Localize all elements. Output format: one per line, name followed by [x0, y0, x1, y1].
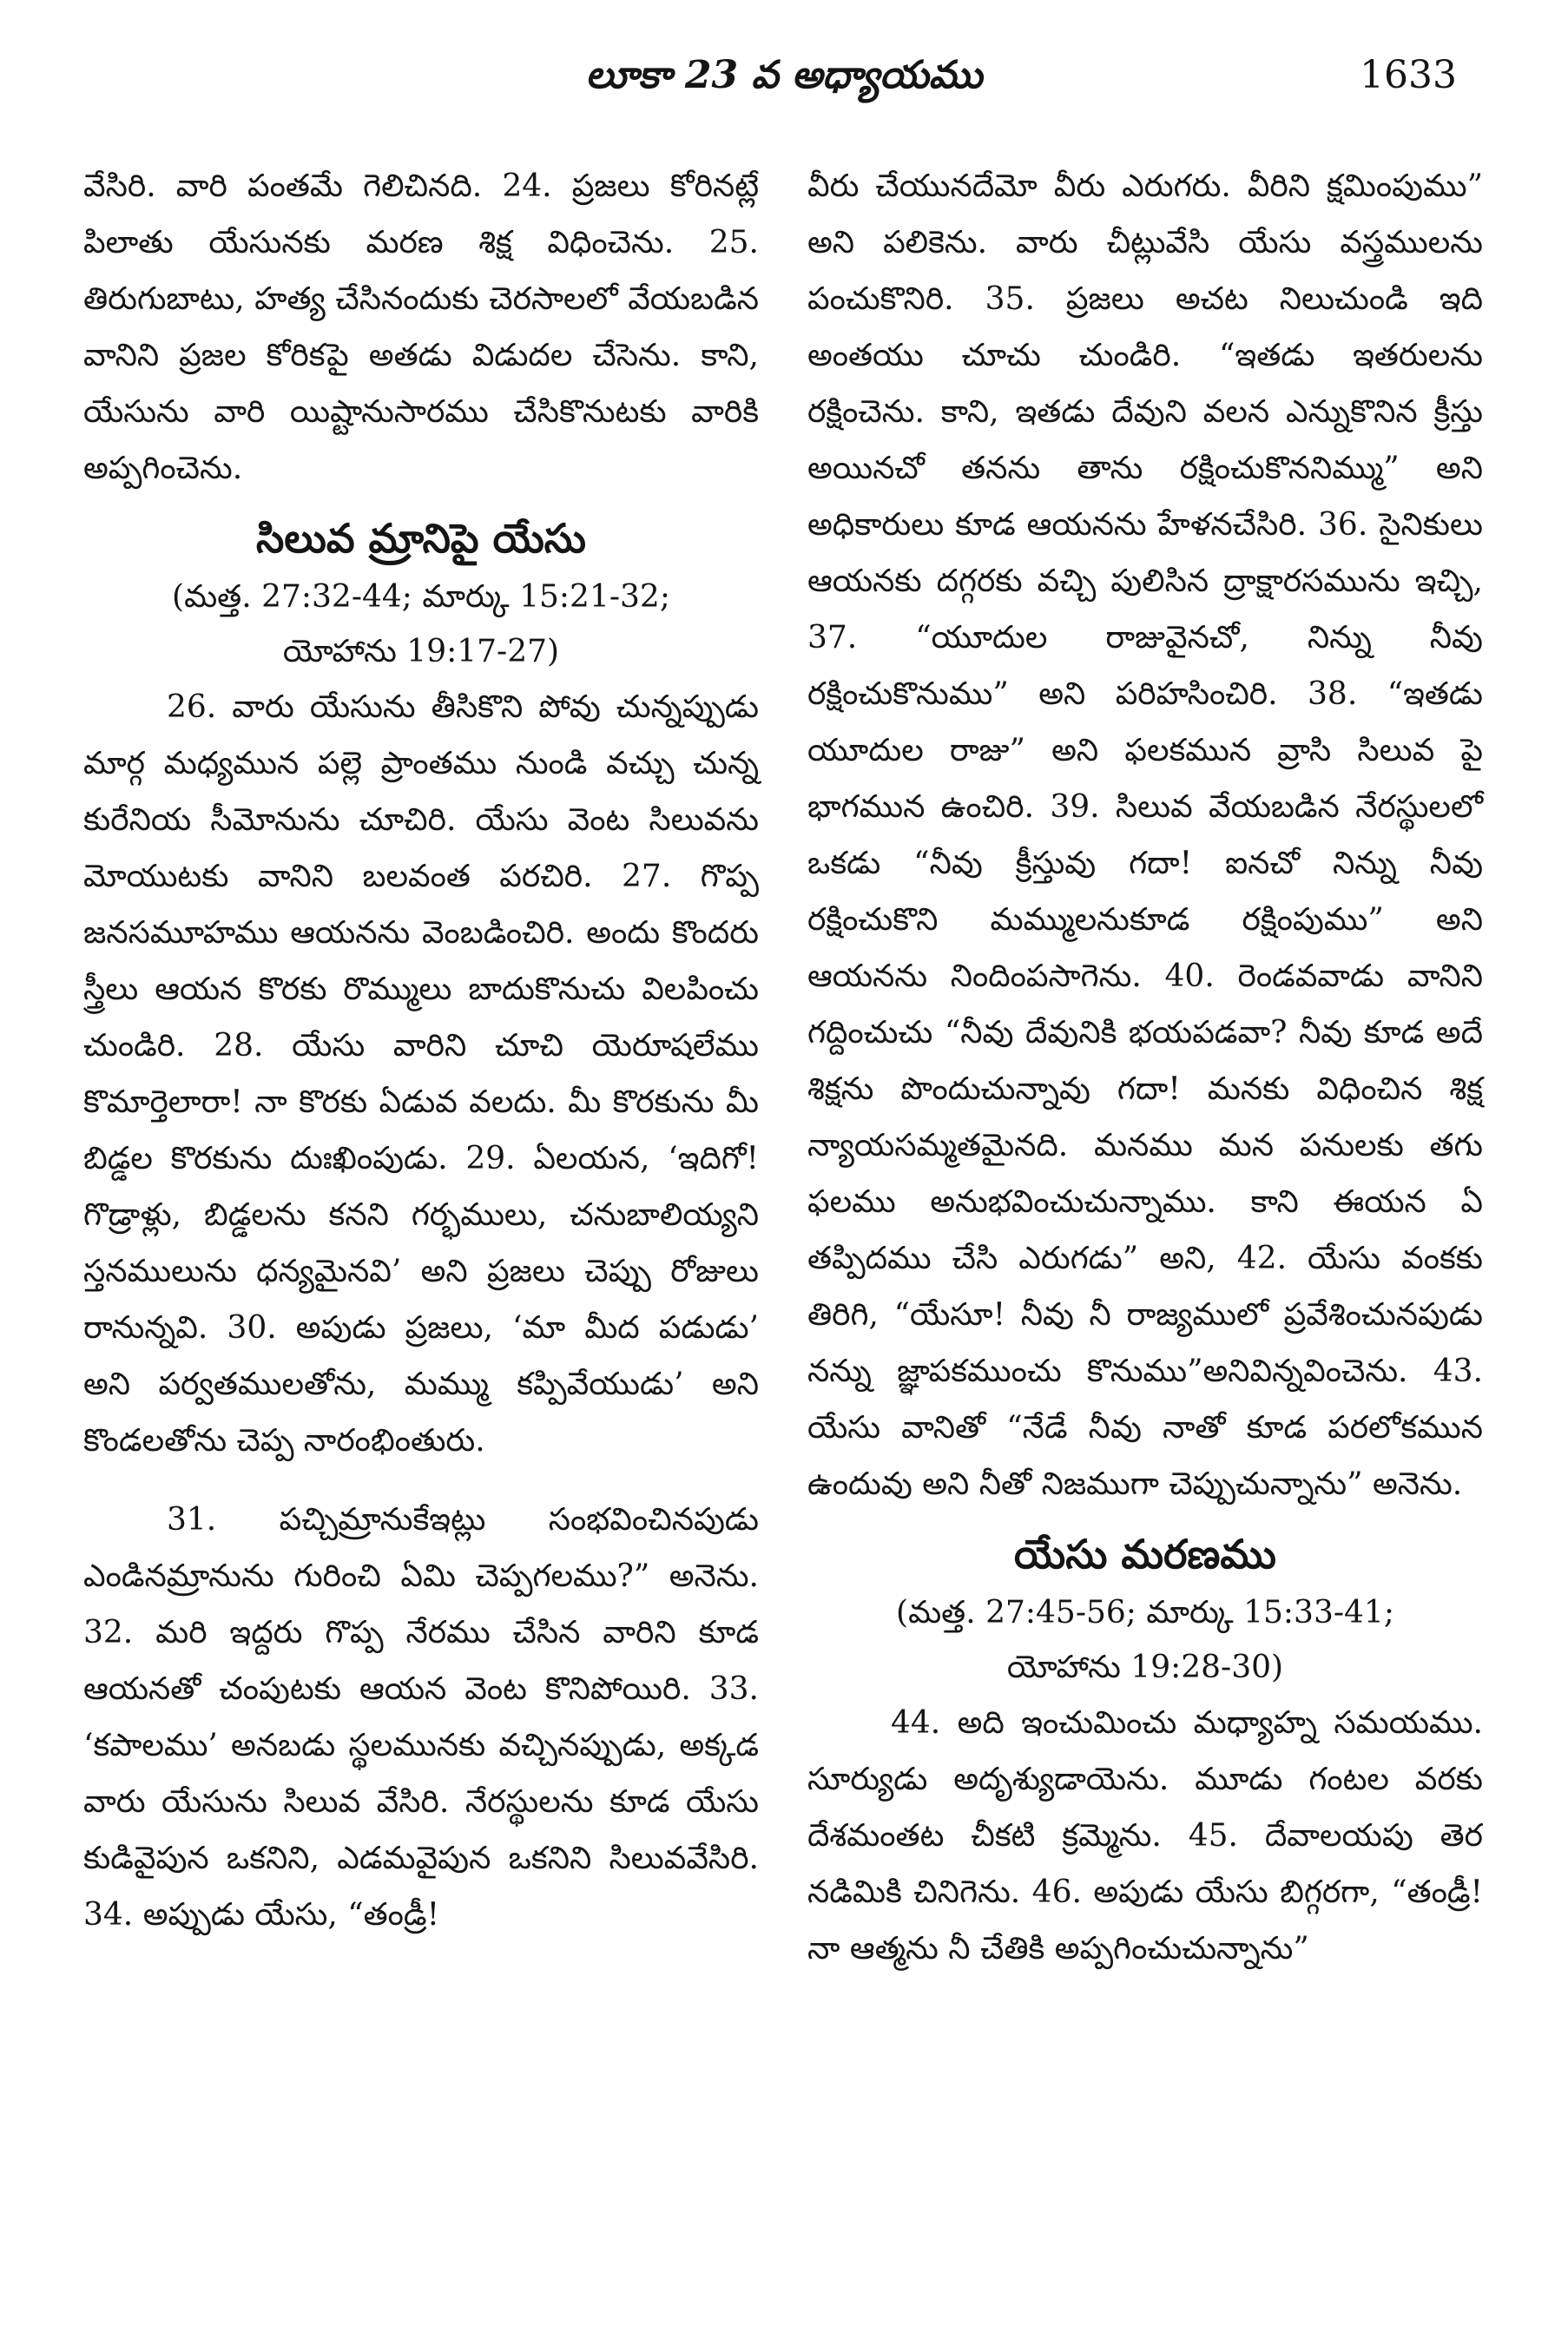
cross-reference-line: (మత్త. 27:45-56; మార్కు 15:33-41; [896, 1595, 1394, 1631]
cross-reference-line: యోహాను 19:28-30) [1006, 1650, 1284, 1685]
section-heading: సిలువ మ్రానిపై యేసు [256, 515, 586, 562]
paragraph: వేసిరి. వారి పంతమే గెలిచినది. 24. ప్రజలు కోరినట్లే పిలాతు యేసునకు మరణ శిక్ష విధించెను. 25. తిరుగుబాటు, హత్య చేసినందుకు చెరసాలలో వేయబడిన వానిని ప్రజల కోరికపై అతడు విడుదల చేసెను. కాని, యేసును వారి యిష్టానుసారము చేసికొనుటకు వారికి అప్పగించెను. [83, 168, 759, 486]
left-column [83, 158, 759, 1943]
paragraph: 44. అది ఇంచుమించు మధ్యాహ్న సమయము. సూర్యుడు అదృశ్యుడాయెను. మూడు గంటల వరకు దేశమంతట చీకటి క్రమ్మెను. 45. దేవాలయపు తెర నడిమికి చినిగెను. 46. అపుడు యేసు బిగ్గరగా, “తండ్రీ! నా ఆత్మను నీ చేతికి అప్పగించుచున్నాను” [807, 1705, 1483, 1967]
running-title: లూకా 23 వ అధ్యాయము [585, 53, 983, 97]
cross-references [807, 1585, 1483, 1695]
section-heading: యేసు మరణము [1014, 1531, 1276, 1578]
paragraph: 31. పచ్చిమ్రానుకేఇట్లు సంభవించినపుడు ఎండినమ్రానును గురించి ఏమి చెప్పగలము?” అనెను. 32. మరి ఇద్దరు గొప్ప నేరము చేసిన వారిని కూడ ఆయనతో చంపుటకు ఆయన వెంట కొనిపోయిరి. 33. ‘కపాలము’ అనబడు స్థలమునకు వచ్చినప్పుడు, అక్కడ వారు యేసును సిలువ వేసిరి. నేరస్థులను కూడ యేసు కుడివైపున ఒకనిని, ఎడమవైపున ఒకనిని సిలువవేసిరి. 34. అప్పుడు యేసు, “తండ్రీ! [83, 1502, 759, 1933]
page-number: 1633 [1360, 53, 1457, 97]
cross-reference-line: యోహాను 19:17-27) [282, 634, 560, 669]
cross-reference-line: (మత్త. 27:32-44; మార్కు 15:21-32; [172, 579, 670, 615]
paragraph: వీరు చేయునదేమో వీరు ఎరుగరు. వీరిని క్షమింపుము” అని పలికెను. వారు చీట్లువేసి యేసు వస్త్రములను పంచుకొనిరి. 35. ప్రజలు అచట నిలుచుండి ఇది అంతయు చూచు చుండిరి. “ఇతడు ఇతరులను రక్షించెను. కాని, ఇతడు దేవుని వలన ఎన్నుకొనిన క్రీస్తు అయినచో తనను తాను రక్షించుకొననిమ్ము” అని అధికారులు కూడ ఆయనను హేళనచేసిరి. 36. సైనికులు ఆయనకు దగ్గరకు వచ్చి పులిసిన ద్రాక్షారసమును ఇచ్చి, 37. “యూదుల రాజువైనచో, నిన్ను నీవు రక్షించుకొనుము” అని పరిహసించిరి. 38. “ఇతడు యూదుల రాజు” అని ఫలకమున వ్రాసి సిలువ పై భాగమున ఉంచిరి. 39. సిలువ వేయబడిన నేరస్థులలో ఒకడు “నీవు క్రీస్తువు గదా! ఐనచో నిన్ను నీవు రక్షించుకొని మమ్ములనుకూడ రక్షింపుము” అని ఆయనను నిందింపసాగెను. 40. రెండవవాడు వానిని గద్దించుచు “నీవు దేవునికి భయపడవా? నీవు కూడ అదే శిక్షను పొందుచున్నావు గదా! మనకు విధించిన శిక్ష న్యాయసమ్మతమైనది. మనము మన పనులకు తగు ఫలము అనుభవించుచున్నాము. కాని ఈయన ఏ తప్పిదము చేసి ఎరుగడు” అని, 42. యేసు వంకకు తిరిగి, “యేసూ! నీవు నీ రాజ్యములో ప్రవేశించునపుడు నన్ను జ్ఞాపకముంచు కొనుము”అనివిన్నవించెను. 43. యేసు వానితో “నేడే నీవు నాతో కూడ పరలోకమున ఉందువు అని నీతో నిజముగా చెప్పుచున్నాను” అనెను. [807, 168, 1483, 1502]
right-column [807, 158, 1483, 1977]
cross-references [83, 570, 759, 679]
page-header [0, 45, 1568, 106]
paragraph: 26. వారు యేసును తీసికొని పోవు చున్నప్పుడు మార్గ మధ్యమున పల్లె ప్రాంతము నుండి వచ్చు చున్న కురేనియ సీమోనును చూచిరి. యేసు వెంట సిలువను మోయుటకు వానిని బలవంత పరచిరి. 27. గొప్ప జనసమూహము ఆయనను వెంబడించిరి. అందు కొందరు స్త్రీలు ఆయన కొరకు రొమ్ములు బాదుకొనుచు విలపించు చుండిరి. 28. యేసు వారిని చూచి యెరూషలేము కొమార్తెలారా! నా కొరకు ఏడువ వలదు. మీ కొరకును మీ బిడ్డల కొరకును దుఃఖింపుడు. 29. ఏలయన, ‘ఇదిగో! గొడ్రాళ్లు, బిడ్డలను కనని గర్భములు, చనుబాలియ్యని స్తనములును ధన్యమైనవి’ అని ప్రజలు చెప్పు రోజులు రానున్నవి. 30. అపుడు ప్రజలు, ‘మా మీద పడుడు’ అని పర్వతములతోను, మమ్ము కప్పివేయుడు’ అని కొండలతోను చెప్ప నారంభింతురు. [83, 689, 759, 1459]
